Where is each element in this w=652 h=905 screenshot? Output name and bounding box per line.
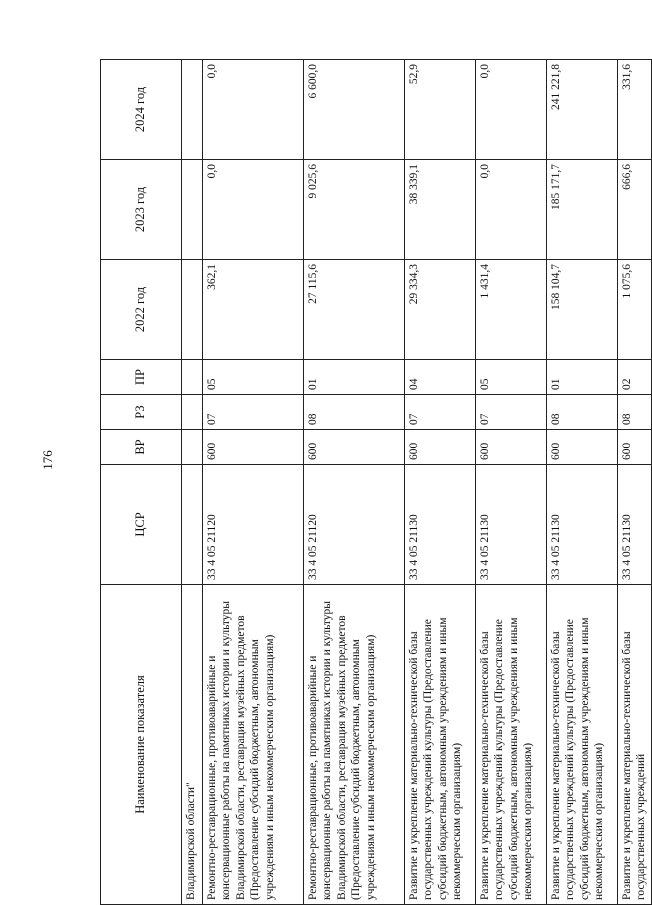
table-header-row [101,60,182,905]
row-2023: 38 339,1 [405,160,476,260]
row-csr: 33 4 05 21130 [405,465,476,585]
row-pr: 05 [476,360,547,395]
row-csr: 33 4 05 21130 [618,465,652,585]
header-vr: ВР [101,430,182,465]
table-row [476,60,547,905]
table-row [618,60,652,905]
row-vr: 600 [618,430,652,465]
row-vr: 600 [304,430,405,465]
row-csr: 33 4 05 21120 [203,465,304,585]
row-pr: 01 [304,360,405,395]
header-csr: ЦСР [101,465,182,585]
page-number-text: 176 [40,450,55,470]
row-pr: 01 [547,360,618,395]
row-rz: 07 [476,395,547,430]
row-2024: 241 221,8 [547,60,618,160]
row-name: Развитие и укрепление материально-технической базы государственных учреждений культуры (Предоставление субсидий бюджетным, автономным учреждениям и иным некоммерческим организациям) [405,585,476,905]
row-2023: 0,0 [203,160,304,260]
row-2023: 666,6 [618,160,652,260]
header-2022: 2022 год [101,260,182,360]
table-row [304,60,405,905]
row-2022: 362,1 [203,260,304,360]
row-rz: 08 [547,395,618,430]
row-csr: 33 4 05 21130 [476,465,547,585]
row-name: Ремонтно-реставрационные, противоаварийные и консервационные работы на памятниках истории и культуры Владимирской области, реставрация музейных предметов (Предоставление субсидий бюджетным, автономным учреждениям и иным некоммерческим организациям) [304,585,405,905]
row-2022: 1 075,6 [618,260,652,360]
row-2023: 185 171,7 [547,160,618,260]
row-2024: 6 600,0 [304,60,405,160]
row-vr: 600 [405,430,476,465]
header-rz: РЗ [101,395,182,430]
header-name: Наименование показателя [101,585,182,905]
header-2024: 2024 год [101,60,182,160]
row-2023: 0,0 [476,160,547,260]
row-vr: 600 [476,430,547,465]
row-2024: 331,6 [618,60,652,160]
row-pr: 04 [405,360,476,395]
row-csr: 33 4 05 21130 [547,465,618,585]
row-rz: 07 [405,395,476,430]
row-name: Развитие и укрепление материально-технической базы государственных учреждений культуры (Предоставление субсидий бюджетным, автономным учреждениям и иным некоммерческим организациям) [476,585,547,905]
budget-table-rotated [100,60,648,905]
row-2024: 52,9 [405,60,476,160]
table-row [405,60,476,905]
row-pr: 02 [618,360,652,395]
row-2024: 0,0 [476,60,547,160]
row-rz: 08 [304,395,405,430]
row-2022: 29 334,3 [405,260,476,360]
page-number [38,450,58,470]
section-title: Владимирской области" [182,585,203,905]
row-name: Развитие и укрепление материально-технической базы государственных учреждений культуры (Предоставление субсидий бюджетным, автономным учреждениям и иным некоммерческим организациям) [547,585,618,905]
row-2024: 0,0 [203,60,304,160]
row-name: Ремонтно-реставрационные, противоаварийные и консервационные работы на памятниках истории и культуры Владимирской области, реставрация музейных предметов (Предоставление субсидий бюджетным, автономным учреждениям и иным некоммерческим организациям) [203,585,304,905]
table-row [547,60,618,905]
row-2022: 1 431,4 [476,260,547,360]
row-name: Развитие и укрепление материально-технической базы государственных учреждений [618,585,652,905]
budget-table-container [100,60,648,905]
row-rz: 08 [618,395,652,430]
header-pr: ПР [101,360,182,395]
row-csr: 33 4 05 21120 [304,465,405,585]
row-rz: 07 [203,395,304,430]
table-section-row [182,60,203,905]
row-vr: 600 [203,430,304,465]
row-2022: 27 115,6 [304,260,405,360]
row-2023: 9 025,6 [304,160,405,260]
table-row [203,60,304,905]
header-2023: 2023 год [101,160,182,260]
row-pr: 05 [203,360,304,395]
row-vr: 600 [547,430,618,465]
row-2022: 158 104,7 [547,260,618,360]
budget-table [100,59,652,905]
